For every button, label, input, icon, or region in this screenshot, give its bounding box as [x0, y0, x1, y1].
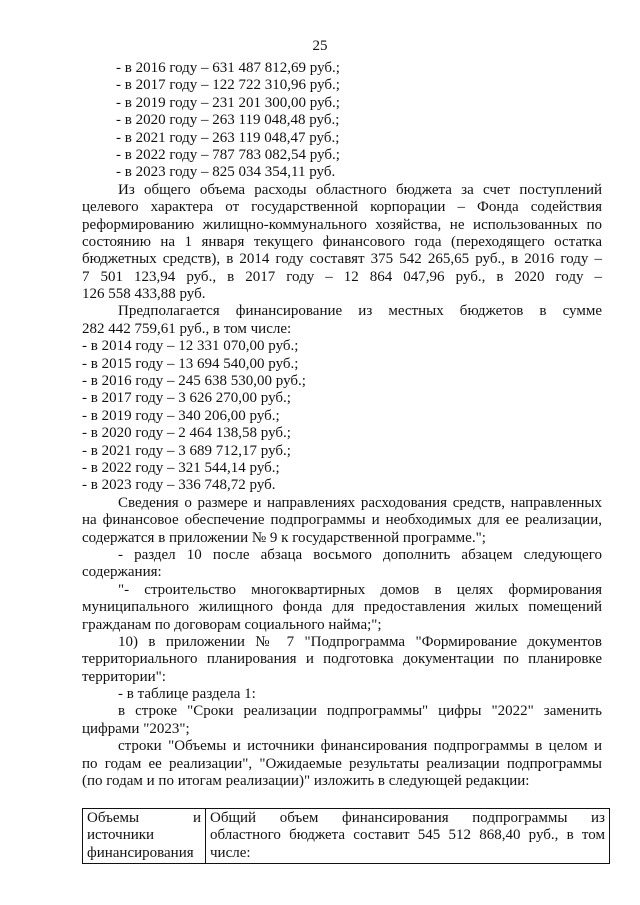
- info-paragraph: [82, 495, 602, 547]
- list-item: - в 2022 году – 321 544,14 руб.;: [82, 459, 280, 476]
- list-item: - в 2023 году – 336 748,72 руб.: [82, 477, 276, 494]
- paragraph-line: 7 501 123,94 руб., в 2017 году – 12 864 047,96 руб., в 2020 году –: [82, 268, 602, 285]
- list-item: - в 2019 году – 340 206,00 руб.;: [82, 407, 280, 424]
- list-item: - в 2016 году – 245 638 530,00 руб.;: [82, 373, 306, 390]
- table-row: [83, 809, 610, 864]
- cell-line: финансирования: [87, 844, 194, 861]
- list-item: - в 2022 году – 787 783 082,54 руб.;: [116, 146, 340, 163]
- paragraph-line: содержания:: [82, 564, 162, 581]
- table-cell-label: [83, 809, 206, 864]
- list-item: - в 2015 году – 13 694 540,00 руб.;: [82, 355, 299, 372]
- list-item: - в 2017 году – 3 626 270,00 руб.;: [82, 390, 291, 407]
- paragraph-line: 10) в приложении № 7 "Подпрограмма "Формирование документов: [118, 633, 602, 650]
- cell-line: Общий объем финансирования подпрограммы из: [210, 810, 605, 826]
- paragraph-line: территории":: [82, 668, 166, 685]
- table-cell-value: [206, 809, 610, 864]
- section10-paragraph: [82, 547, 602, 582]
- cell-line: числе:: [210, 844, 251, 861]
- page-number: 25: [312, 38, 328, 54]
- paragraph-line: строки "Объемы и источники финансирования подпрограммы в целом и: [118, 738, 602, 755]
- list-item: - в 2021 году – 263 119 048,47 руб.;: [116, 129, 340, 146]
- financing-table: [82, 808, 610, 864]
- fund-paragraph: [82, 182, 602, 304]
- paragraph-line: содержатся в приложении № 9 к государственной программе.";: [82, 529, 486, 546]
- construction-paragraph: [82, 582, 602, 634]
- list-item: - в 2020 году – 2 464 138,58 руб.;: [82, 425, 291, 442]
- list-item: - в 2017 году – 122 722 310,96 руб.;: [116, 77, 340, 94]
- paragraph-line: (по годам и по итогам реализации)" изложить в следующей редакции:: [82, 773, 530, 790]
- list-item: - в 2023 году – 825 034 354,11 руб.: [116, 164, 336, 181]
- paragraph-line: в строке "Сроки реализации подпрограммы" цифры "2022" заменить: [118, 703, 602, 720]
- paragraph-line: муниципального жилищного фонда для предоставления жилых помещений: [82, 599, 602, 616]
- local-budgets-paragraph: [82, 303, 602, 338]
- table1-paragraph: [82, 686, 602, 703]
- paragraph-line: - раздел 10 после абзаца восьмого дополнить абзацем следующего: [118, 546, 602, 563]
- appendix7-paragraph: [82, 634, 602, 686]
- list-item: - в 2014 году – 12 331 070,00 руб.;: [82, 338, 299, 355]
- paragraph-line: по годам ее реализации", "Ожидаемые результаты реализации подпрограммы: [82, 755, 602, 772]
- regional-budget-years-list: [82, 60, 602, 182]
- paragraph-line: реформированию жилищно-коммунального хозяйства, не использованных по: [82, 216, 602, 233]
- list-item: - в 2016 году – 631 487 812,69 руб.;: [116, 60, 340, 76]
- paragraph-line: Сведения о размере и направлениях расходования средств, направленных: [118, 494, 602, 511]
- list-item: - в 2019 году – 231 201 300,00 руб.;: [116, 94, 340, 111]
- rows-paragraph: [82, 738, 602, 790]
- paragraph-line: "- строительство многоквартирных домов в целях формирования: [118, 581, 602, 598]
- list-item: - в 2020 году – 263 119 048,48 руб.;: [116, 112, 340, 129]
- paragraph-line: Из общего объема расходы областного бюджета за счет поступлений: [118, 181, 602, 198]
- cell-line: источники: [87, 827, 155, 844]
- paragraph-line: - в таблице раздела 1:: [118, 686, 256, 703]
- paragraph-line: состоянию на 1 января текущего финансового года (переходящего остатка: [82, 233, 602, 250]
- cell-line: Объемы и: [87, 810, 201, 826]
- paragraph-line: 126 558 433,88 руб.: [82, 286, 206, 303]
- local-budget-years-list: [82, 338, 602, 495]
- paragraph-line: 282 442 759,61 руб., в том числе:: [82, 320, 292, 337]
- paragraph-line: гражданам по договорам социального найма;";: [82, 616, 382, 633]
- paragraph-line: цифрами "2023";: [82, 720, 190, 737]
- paragraph-line: территориального планирования и подготовка документации по планировке: [82, 651, 602, 668]
- list-item: - в 2021 году – 3 689 712,17 руб.;: [82, 442, 291, 459]
- paragraph-line: Предполагается финансирование из местных бюджетов в сумме: [118, 303, 602, 320]
- document-body: [82, 60, 602, 790]
- paragraph-line: бюджетных средств), в 2014 году составят 375 542 265,65 руб., в 2016 году –: [82, 251, 602, 268]
- cell-line: областного бюджета составит 545 512 868,40 руб., в том: [210, 827, 605, 844]
- paragraph-line: целевого характера от государственной корпорации – Фонда содействия: [82, 199, 602, 216]
- paragraph-line: на финансовое обеспечение подпрограммы и необходимых для ее реализации,: [82, 512, 602, 529]
- terms-paragraph: [82, 703, 602, 738]
